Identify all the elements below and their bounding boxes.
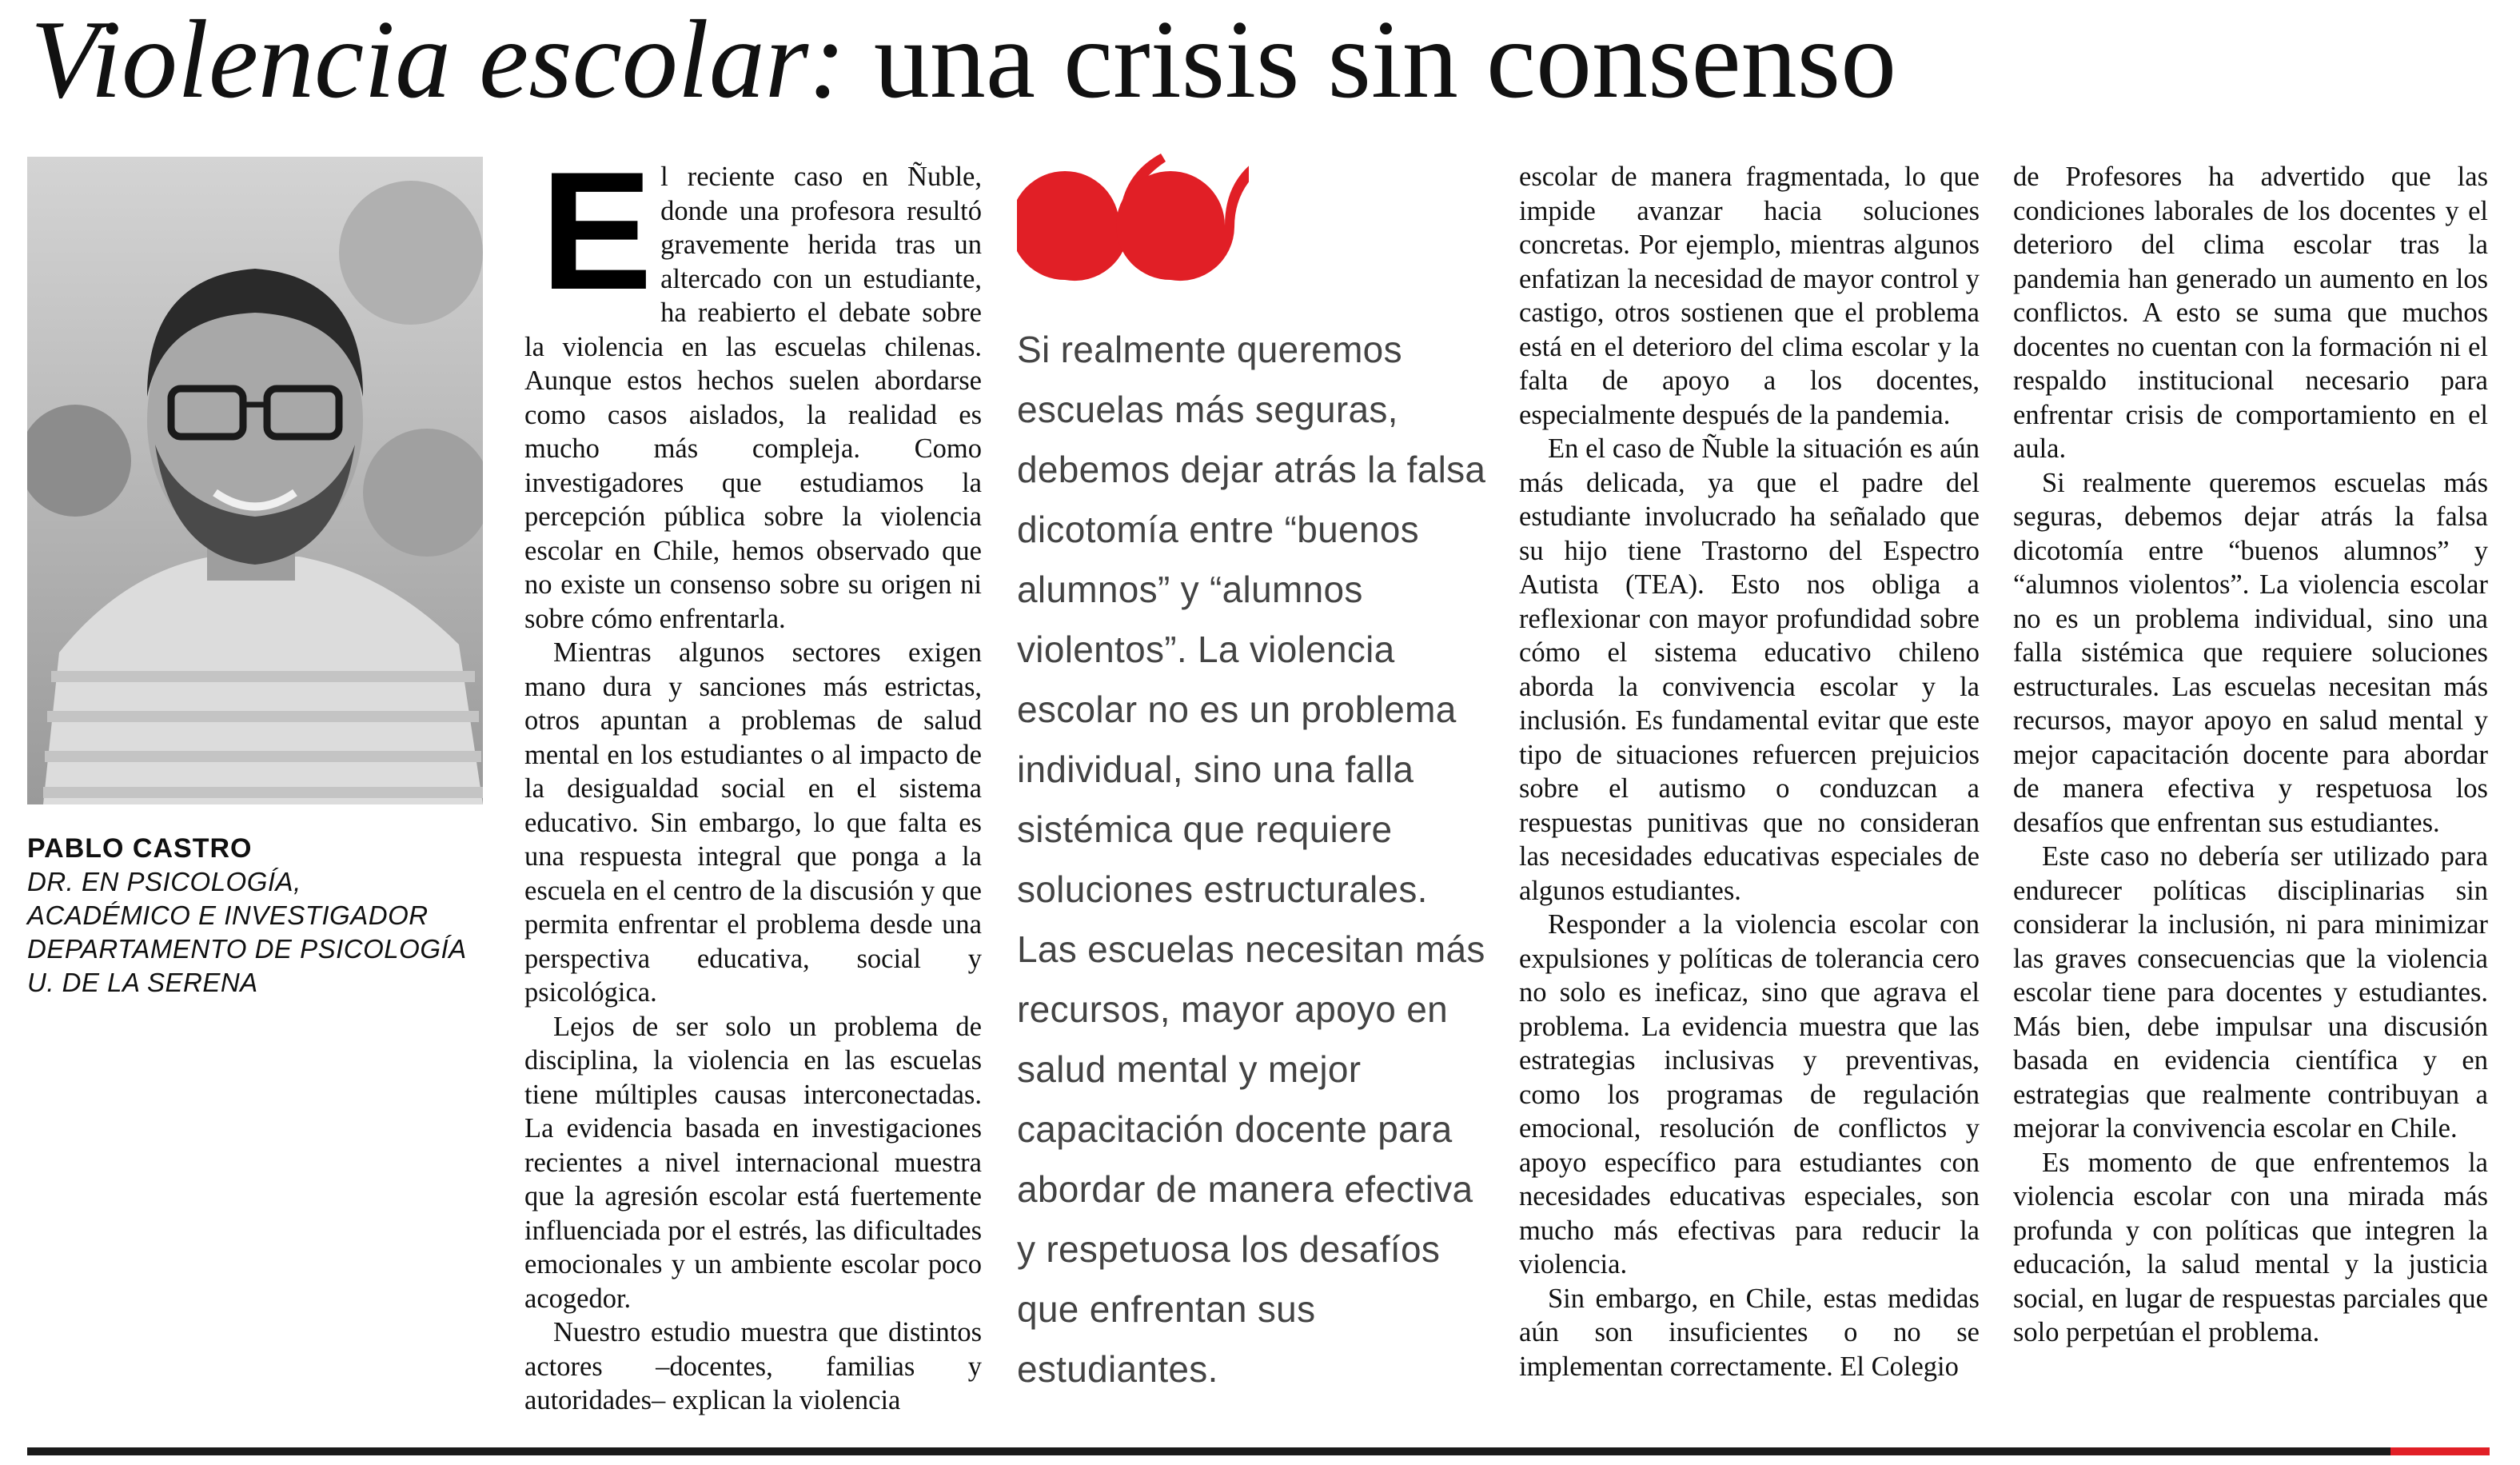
bottom-divider xyxy=(27,1447,2490,1455)
author-role-line: DR. EN PSICOLOGÍA, xyxy=(27,867,301,896)
pull-quote xyxy=(1017,144,1489,1407)
article-column-1 xyxy=(524,160,982,1431)
author-role-line: DEPARTAMENTO DE PSICOLOGÍA xyxy=(27,934,467,964)
paragraph: de Profesores ha advertido que las condiciones laborales de los docentes y el deterioro del clima escolar tras la pandemia han generado un aumento en los conflictos. A esto se suma que muchos docentes no cuentan con la formación ni el respaldo institucional necesario para enfrentar crisis de comportamiento en el aula. xyxy=(2013,162,2488,464)
author-name: PABLO CASTRO xyxy=(27,833,253,864)
author-portrait-icon xyxy=(27,157,483,804)
paragraph: Nuestro estudio muestra que distintos actores –docentes, familias y autoridades– explican la violencia xyxy=(524,1317,982,1415)
article-column-2 xyxy=(1519,160,1980,1431)
headline-italic: Violencia escolar: xyxy=(30,0,846,120)
paragraph: Lejos de ser solo un problema de disciplina, la violencia en las escuelas tiene múltiples causas interconectadas. La evidencia basada en investigaciones recientes a nivel internacional muestra que la agresión escolar está fuertemente influenciada por el estrés, las dificultades emocionales y un ambiente escolar poco acogedor. xyxy=(524,1011,982,1314)
article-column-3 xyxy=(2013,160,2488,1431)
pull-quote-text: Si realmente queremos escuelas más seguras, debemos dejar atrás la falsa dicotomía entre “buenos alumnos” y “alumnos violentos”. La violencia escolar no es un problema individual, sino una falla sistémica que requiere soluciones estructurales. Las escuelas necesitan más recursos, mayor apoyo en salud mental y mejor capacitación docente para abordar de manera efectiva y respetuosa los desafíos que enfrentan sus estudiantes. xyxy=(1017,329,1486,1390)
author-credit xyxy=(27,832,491,1000)
paragraph: Este caso no debería ser utilizado para endurecer políticas disciplinarias sin considerar la inclusión, ni para minimizar las graves consecuencias que la violencia escolar tiene para docentes y estudiantes. Más bien, debe impulsar una discusión basada en evidencia científica y en estrategias que realmente contribuyan a mejorar la convivencia escolar en Chile. xyxy=(2013,841,2488,1144)
paragraph-text: l reciente caso en Ñuble, donde una profesora resultó gravemente herida tras un altercado con un estudiante, ha reabierto el debate sobre la violencia en las escuelas chilenas. Aunque estos hechos suelen abordarse como casos aislados, la realidad es mucho más compleja. Como investigadores que estudiamos la percepción pública sobre la violencia escolar en Chile, hemos observado que no existe un consenso sobre su origen ni sobre cómo enfrentarla. xyxy=(524,162,982,634)
drop-cap: E xyxy=(540,160,653,325)
author-role-line: ACADÉMICO E INVESTIGADOR xyxy=(27,900,429,930)
paragraph: Sin embargo, en Chile, estas medidas aún son insuficientes o no se implementan correctamente. El Colegio xyxy=(1519,1283,1980,1382)
headline-rest: una crisis sin consenso xyxy=(873,0,1897,120)
paragraph: Mientras algunos sectores exigen mano dura y sanciones más estrictas, otros apuntan a problemas de salud mental en los estudiantes o al impacto de la desigualdad social en el sistema educativo. Sin embargo, lo que falta es una respuesta integral que ponga a la escuela en el centro de la discusión y que permita enfrentar el problema desde una perspectiva educativa, social y psicológica. xyxy=(524,637,982,1008)
paragraph xyxy=(524,160,982,636)
red-double-quote-icon xyxy=(1017,144,1249,288)
paragraph: Responder a la violencia escolar con expulsiones y políticas de tolerancia cero no solo es ineficaz, sino que agrava el problema. La evidencia muestra que las estrategias inclusivas y preventivas, como los programas de regulación emocional, resolución de conflictos y apoyo específico para estudiantes con necesidades educativas especiales, son mucho más efectivas para reducir la violencia. xyxy=(1519,909,1980,1279)
paragraph: escolar de manera fragmentada, lo que impide avanzar hacia soluciones concretas. Por ejemplo, mientras algunos enfatizan la necesidad de mayor control y castigo, otros sostienen que el problema está en el deterioro del clima escolar y la falta de apoyo a los docentes, especialmente después de la pandemia. xyxy=(1519,162,1980,430)
article-headline xyxy=(30,0,2493,120)
paragraph: Es momento de que enfrentemos la violencia escolar con una mirada más profunda y con políticas que integren la educación, la salud mental y la justicia social, en lugar de respuestas parciales que solo perpetúan el problema. xyxy=(2013,1147,2488,1347)
paragraph: Si realmente queremos escuelas más seguras, debemos dejar atrás la falsa dicotomía entre “buenos alumnos” y “alumnos violentos”. La violencia escolar no es un problema individual, sino una falla sistémica que requiere soluciones estructurales. Las escuelas necesitan más recursos, mayor apoyo en salud mental y mejor capacitación docente para abordar de manera efectiva y respetuosa los desafíos que enfrentan sus estudiantes. xyxy=(2013,467,2488,838)
bottom-accent-bar xyxy=(2390,1447,2490,1455)
author-role-line: U. DE LA SERENA xyxy=(27,968,258,997)
author-photo xyxy=(27,157,483,804)
paragraph: En el caso de Ñuble la situación es aún más delicada, ya que el padre del estudiante involucrado ha señalado que su hijo tiene Trastorno del Espectro Autista (TEA). Esto nos obliga a reflexionar con mayor profundidad sobre cómo el sistema educativo chileno aborda la convivencia escolar y la inclusión. Es fundamental evitar que este tipo de situaciones refuercen prejuicios sobre el autismo o conduzcan a respuestas punitivas que no consideran las necesidades educativas especiales de algunos estudiantes. xyxy=(1519,433,1980,906)
